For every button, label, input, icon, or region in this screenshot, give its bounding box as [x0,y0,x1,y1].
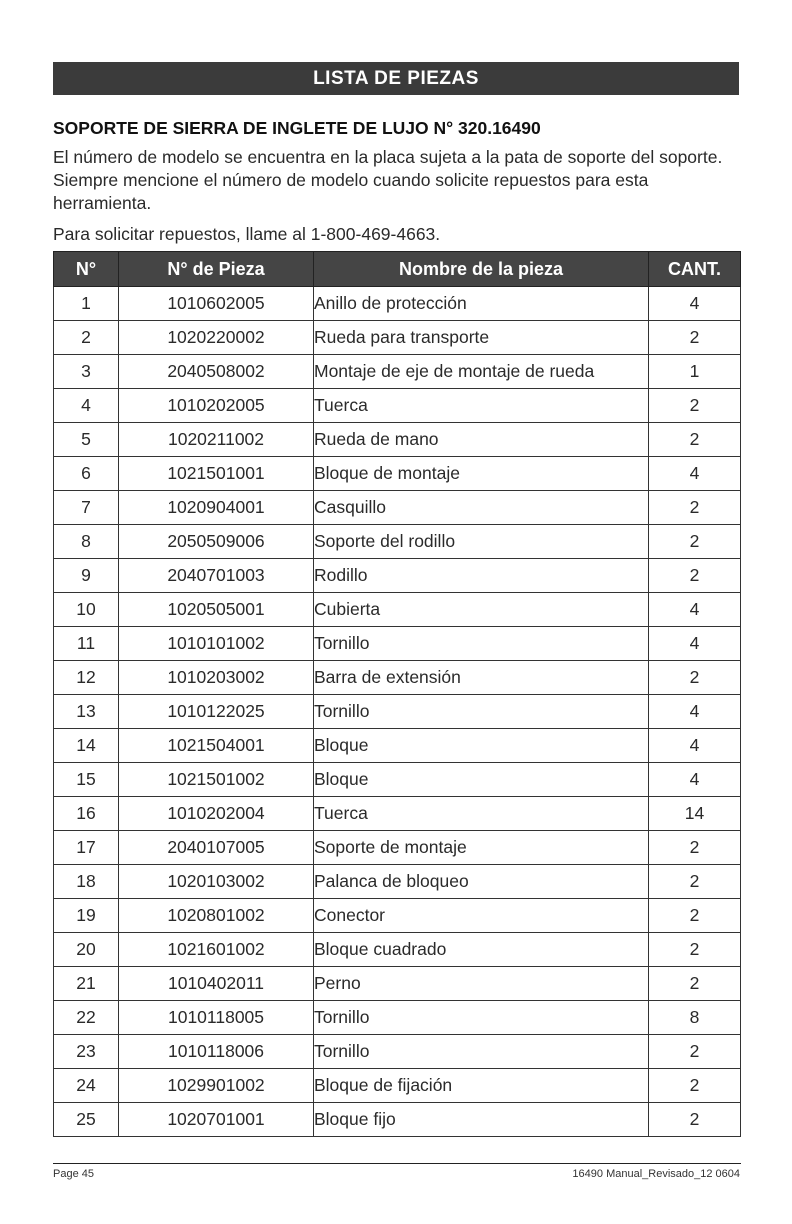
part-number: 1020701001 [119,1103,314,1137]
part-number: 1010402011 [119,967,314,1001]
row-number: 14 [54,729,119,763]
table-row [54,491,741,525]
row-number: 4 [54,389,119,423]
part-number: 1021504001 [119,729,314,763]
part-number: 1021501001 [119,457,314,491]
row-number: 18 [54,865,119,899]
part-number: 2040508002 [119,355,314,389]
table-row [54,559,741,593]
quantity: 2 [649,933,741,967]
part-name: Bloque de fijación [314,1069,649,1103]
part-name: Bloque de montaje [314,457,649,491]
row-number: 20 [54,933,119,967]
part-name: Conector [314,899,649,933]
row-number: 21 [54,967,119,1001]
part-number: 2040701003 [119,559,314,593]
quantity: 2 [649,321,741,355]
row-number: 3 [54,355,119,389]
part-number: 1020904001 [119,491,314,525]
part-number: 1020103002 [119,865,314,899]
part-number: 1021601002 [119,933,314,967]
row-number: 25 [54,1103,119,1137]
part-name: Tuerca [314,797,649,831]
part-name: Tornillo [314,695,649,729]
table-row [54,525,741,559]
quantity: 2 [649,559,741,593]
table-row [54,729,741,763]
row-number: 12 [54,661,119,695]
quantity: 2 [649,525,741,559]
quantity: 1 [649,355,741,389]
part-name: Cubierta [314,593,649,627]
header-part-name: Nombre de la pieza [314,252,649,287]
row-number: 10 [54,593,119,627]
parts-table-body [54,287,741,1137]
row-number: 23 [54,1035,119,1069]
part-name: Bloque fijo [314,1103,649,1137]
table-row [54,899,741,933]
row-number: 8 [54,525,119,559]
header-quantity: CANT. [649,252,741,287]
part-number: 1029901002 [119,1069,314,1103]
part-number: 1020505001 [119,593,314,627]
part-number: 1020801002 [119,899,314,933]
part-name: Rodillo [314,559,649,593]
row-number: 17 [54,831,119,865]
part-number: 1010101002 [119,627,314,661]
quantity: 2 [649,1069,741,1103]
table-row [54,593,741,627]
part-name: Palanca de bloqueo [314,865,649,899]
part-number: 1010122025 [119,695,314,729]
row-number: 11 [54,627,119,661]
part-name: Barra de extensión [314,661,649,695]
table-row [54,1035,741,1069]
section-banner: LISTA DE PIEZAS [53,62,739,95]
part-number: 1010602005 [119,287,314,321]
table-row [54,933,741,967]
part-name: Bloque [314,763,649,797]
quantity: 4 [649,593,741,627]
row-number: 9 [54,559,119,593]
table-row [54,1001,741,1035]
quantity: 2 [649,491,741,525]
parts-table [53,251,741,1137]
row-number: 7 [54,491,119,525]
part-number: 1021501002 [119,763,314,797]
part-number: 1010202004 [119,797,314,831]
quantity: 2 [649,831,741,865]
part-name: Rueda de mano [314,423,649,457]
part-number: 1020220002 [119,321,314,355]
section-title: SOPORTE DE SIERRA DE INGLETE DE LUJO N° 320.16490 [53,118,541,138]
quantity: 2 [649,967,741,1001]
table-row [54,287,741,321]
part-name: Tornillo [314,627,649,661]
table-row [54,865,741,899]
quantity: 2 [649,1035,741,1069]
quantity: 14 [649,797,741,831]
table-row [54,321,741,355]
quantity: 2 [649,899,741,933]
quantity: 4 [649,287,741,321]
table-row [54,1103,741,1137]
part-number: 1020211002 [119,423,314,457]
part-name: Montaje de eje de montaje de rueda [314,355,649,389]
quantity: 2 [649,389,741,423]
part-number: 1010118005 [119,1001,314,1035]
header-no: N° [54,252,119,287]
part-name: Soporte de montaje [314,831,649,865]
quantity: 2 [649,865,741,899]
table-row [54,355,741,389]
row-number: 16 [54,797,119,831]
part-name: Rueda para transporte [314,321,649,355]
row-number: 24 [54,1069,119,1103]
quantity: 4 [649,695,741,729]
quantity: 4 [649,729,741,763]
quantity: 2 [649,661,741,695]
table-row [54,831,741,865]
row-number: 15 [54,763,119,797]
part-name: Tornillo [314,1001,649,1035]
quantity: 4 [649,457,741,491]
table-row [54,457,741,491]
part-name: Bloque [314,729,649,763]
header-part-number: N° de Pieza [119,252,314,287]
table-row [54,389,741,423]
page-number: Page 45 [53,1168,94,1180]
part-name: Soporte del rodillo [314,525,649,559]
part-name: Tornillo [314,1035,649,1069]
row-number: 2 [54,321,119,355]
row-number: 22 [54,1001,119,1035]
footer-divider [53,1163,741,1164]
intro-text [53,146,743,215]
document-id: 16490 Manual_Revisado_12 0604 [572,1168,740,1180]
table-row [54,627,741,661]
quantity: 2 [649,423,741,457]
part-number: 2040107005 [119,831,314,865]
part-name: Casquillo [314,491,649,525]
quantity: 8 [649,1001,741,1035]
row-number: 1 [54,287,119,321]
row-number: 6 [54,457,119,491]
intro-paragraph: El número de modelo se encuentra en la placa sujeta a la pata de soporte del soporte. Siempre mencione el número de modelo cuando solicite repuestos para esta herramienta. [53,147,723,213]
row-number: 5 [54,423,119,457]
quantity: 4 [649,627,741,661]
part-name: Anillo de protección [314,287,649,321]
part-name: Perno [314,967,649,1001]
table-row [54,661,741,695]
part-number: 1010203002 [119,661,314,695]
table-row [54,797,741,831]
order-info: Para solicitar repuestos, llame al 1-800-469-4663. [53,224,441,244]
row-number: 19 [54,899,119,933]
table-row [54,423,741,457]
part-number: 1010118006 [119,1035,314,1069]
part-number: 2050509006 [119,525,314,559]
table-row [54,967,741,1001]
part-number: 1010202005 [119,389,314,423]
table-row [54,763,741,797]
row-number: 13 [54,695,119,729]
table-row [54,1069,741,1103]
part-name: Bloque cuadrado [314,933,649,967]
table-header-row [54,252,741,287]
quantity: 2 [649,1103,741,1137]
part-name: Tuerca [314,389,649,423]
table-row [54,695,741,729]
quantity: 4 [649,763,741,797]
